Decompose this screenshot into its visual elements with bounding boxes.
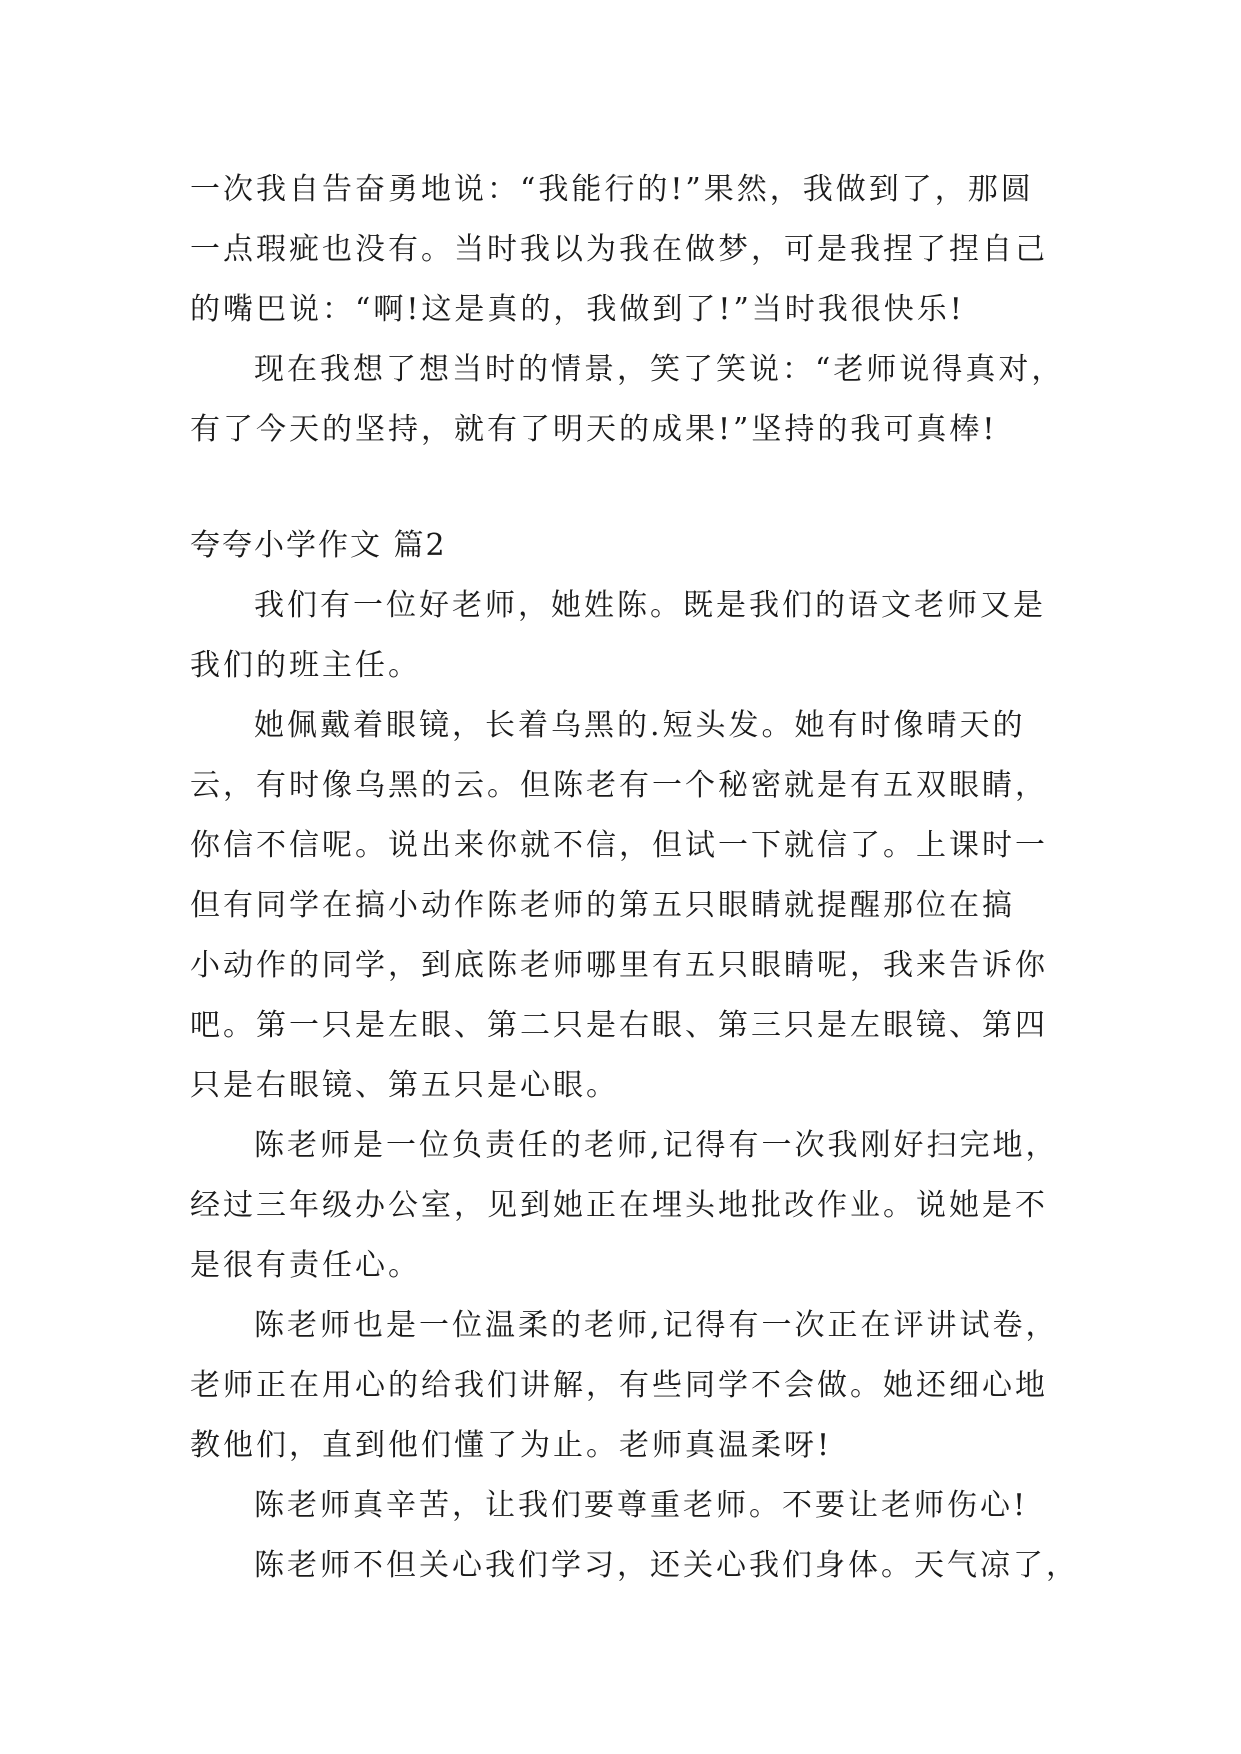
text-line: 我们有一位好老师，她姓陈。既是我们的语文老师又是 bbox=[254, 588, 1046, 623]
text-line: 云，有时像乌黑的云。但陈老有一个秘密就是有五双眼睛， bbox=[190, 768, 1048, 803]
text-line: 现在我想了想当时的情景，笑了笑说：“老师说得真对， bbox=[254, 352, 1065, 387]
text-line: 一次我自告奋勇地说：“我能行的!”果然，我做到了，那圆 bbox=[190, 172, 1034, 207]
text-line: 有了今天的坚持，就有了明天的成果!”坚持的我可真棒! bbox=[190, 412, 998, 447]
text-line: 是很有责任心。 bbox=[190, 1248, 421, 1283]
text-line: 陈老师不但关心我们学习，还关心我们身体。天气凉了， bbox=[254, 1548, 1079, 1583]
text-line: 老师正在用心的给我们讲解，有些同学不会做。她还细心地 bbox=[190, 1368, 1048, 1403]
text-line: 小动作的同学，到底陈老师哪里有五只眼睛呢，我来告诉你 bbox=[190, 948, 1048, 983]
text-line: 经过三年级办公室，见到她正在埋头地批改作业。说她是不 bbox=[190, 1188, 1048, 1223]
text-line: 的嘴巴说：“啊!这是真的，我做到了!”当时我很快乐! bbox=[190, 292, 965, 327]
text-line: 陈老师是一位负责任的老师,记得有一次我刚好扫完地， bbox=[254, 1128, 1059, 1163]
text-line: 一点瑕疵也没有。当时我以为我在做梦，可是我捏了捏自己 bbox=[190, 232, 1048, 267]
text-line: 陈老师真辛苦，让我们要尊重老师。不要让老师伤心! bbox=[254, 1488, 1029, 1523]
text-line: 我们的班主任。 bbox=[190, 648, 421, 683]
text-line: 只是右眼镜、第五只是心眼。 bbox=[190, 1068, 619, 1103]
document-page bbox=[190, 160, 1079, 1596]
text-line: 陈老师也是一位温柔的老师,记得有一次正在评讲试卷， bbox=[254, 1308, 1059, 1343]
text-line: 教他们，直到他们懂了为止。老师真温柔呀! bbox=[190, 1428, 833, 1463]
section-heading: 夸夸小学作文 篇2 bbox=[190, 528, 447, 563]
text-line: 她佩戴着眼镜，长着乌黑的.短头发。她有时像晴天的 bbox=[254, 708, 1026, 743]
text-line: 吧。第一只是左眼、第二只是右眼、第三只是左眼镜、第四 bbox=[190, 1008, 1048, 1043]
text-line: 但有同学在搞小动作陈老师的第五只眼睛就提醒那位在搞 bbox=[190, 888, 1015, 923]
text-line: 你信不信呢。说出来你就不信，但试一下就信了。上课时一 bbox=[190, 828, 1048, 863]
